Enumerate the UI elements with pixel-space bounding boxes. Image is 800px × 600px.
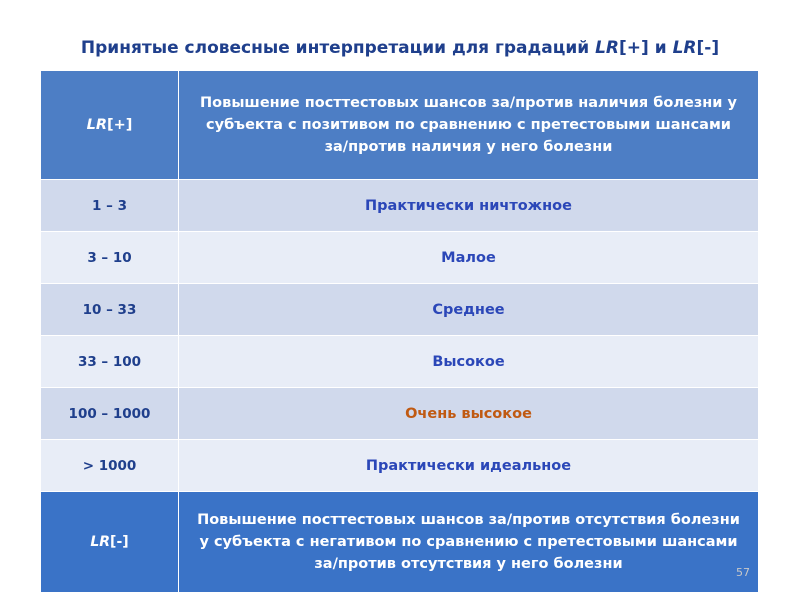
title-conjunction: и (648, 38, 673, 58)
header-lr-bracket: [+] (107, 117, 133, 133)
row-interpretation: Малое (179, 232, 759, 284)
row-interpretation: Практически идеальное (179, 440, 759, 492)
header-lr-label: LR (86, 117, 107, 133)
table-row (41, 440, 759, 492)
footer-lr-cell (41, 492, 179, 593)
slide-title (0, 38, 800, 58)
header-description: Повышение посттестовых шансов за/против наличия болезни у субъекта с позитивом по сравнению с претестовыми шансами за/против наличия у него болезни (179, 71, 759, 180)
title-lr-pos-bracket: [+] (619, 38, 649, 58)
table-header-row (41, 71, 759, 180)
footer-lr-bracket: [-] (110, 534, 129, 550)
row-range: 10 – 33 (41, 284, 179, 336)
title-lr-neg-bracket: [-] (696, 38, 720, 58)
row-range: 33 – 100 (41, 336, 179, 388)
footer-description: Повышение посттестовых шансов за/против отсутствия болезни у субъекта с негативом по сравнению с претестовыми шансами за/против отсутствия у него болезни (179, 492, 759, 593)
title-prefix: Принятые словесные интерпретации для градаций (80, 38, 596, 58)
row-range: 3 – 10 (41, 232, 179, 284)
interpretation-table (40, 70, 759, 593)
page-number: 57 (736, 566, 750, 579)
table-row (41, 232, 759, 284)
row-range: > 1000 (41, 440, 179, 492)
row-interpretation: Очень высокое (179, 388, 759, 440)
table-footer-row (41, 492, 759, 593)
row-range: 100 – 1000 (41, 388, 179, 440)
header-lr-cell (41, 71, 179, 180)
table-row (41, 388, 759, 440)
row-interpretation: Практически ничтожное (179, 180, 759, 232)
table-row (41, 336, 759, 388)
row-interpretation: Высокое (179, 336, 759, 388)
title-lr-neg: LR (672, 38, 697, 58)
row-range: 1 – 3 (41, 180, 179, 232)
row-interpretation: Среднее (179, 284, 759, 336)
table-row (41, 180, 759, 232)
title-lr-pos: LR (595, 38, 620, 58)
footer-lr-label: LR (90, 534, 111, 550)
table-row (41, 284, 759, 336)
